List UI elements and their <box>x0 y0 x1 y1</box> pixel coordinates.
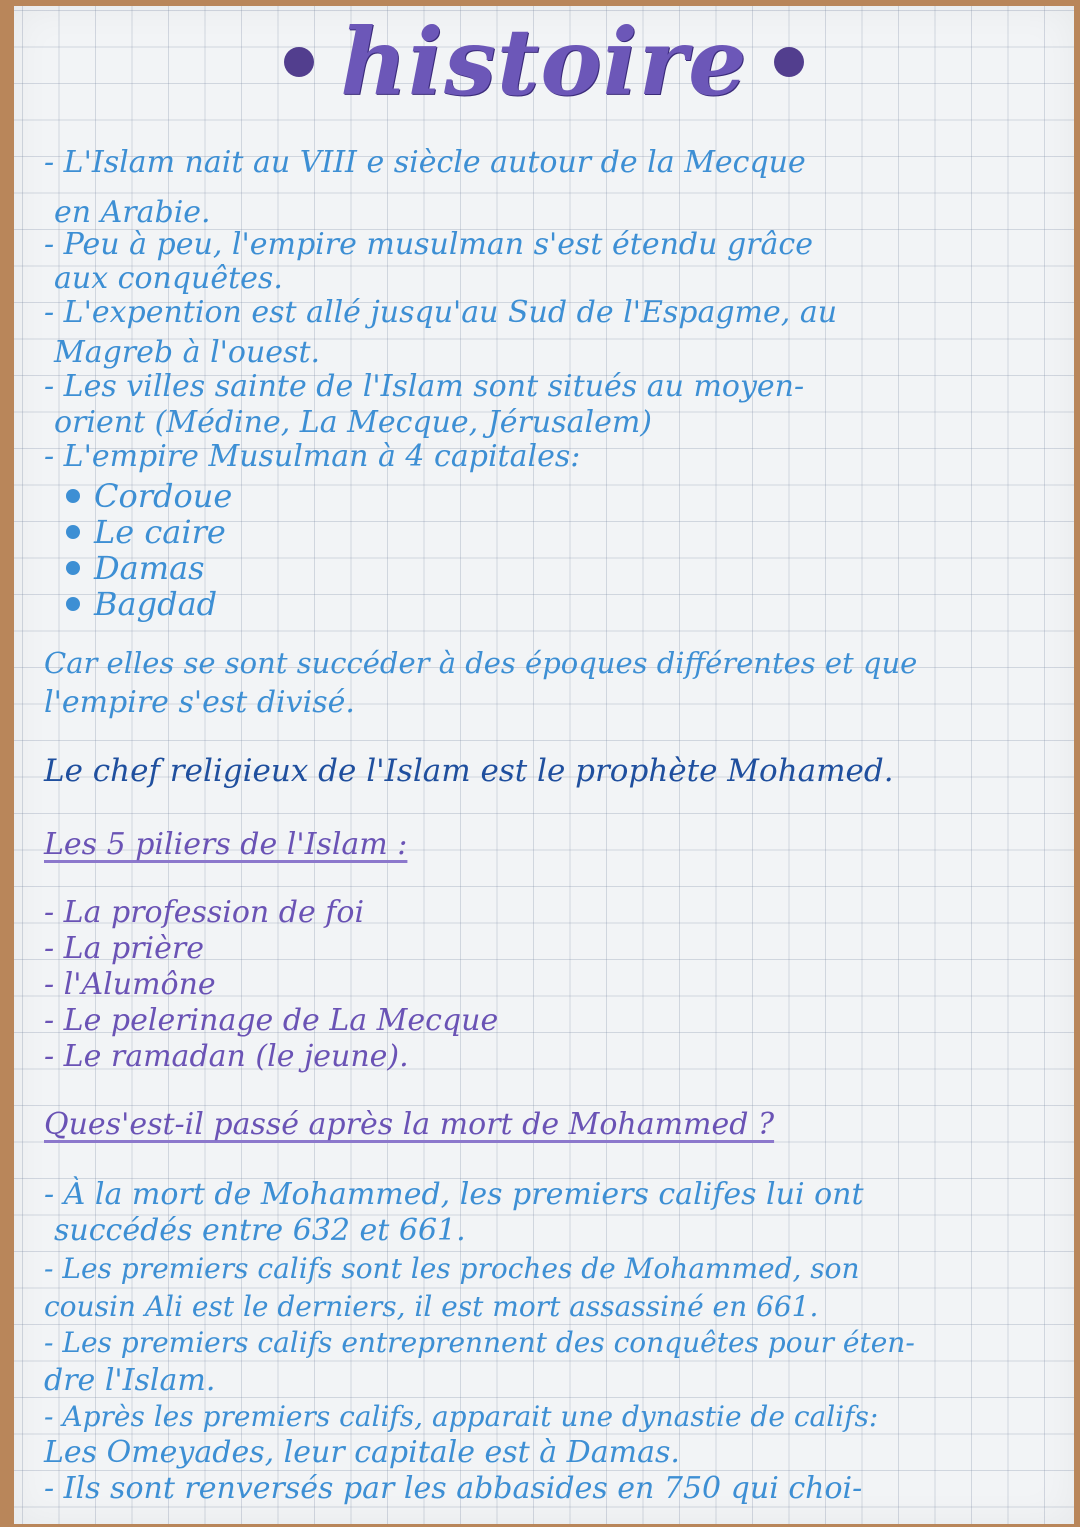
after-line: - Les premiers califs entreprennent des conquêtes pour éten- <box>44 1326 915 1359</box>
intro-line: - L'empire Musulman à 4 capitales: <box>44 439 581 474</box>
capital-item <box>66 550 205 586</box>
capital-item <box>66 478 232 514</box>
intro-line: - Les villes sainte de l'Islam sont situés au moyen- <box>44 369 805 404</box>
intro-line: - Peu à peu, l'empire musulman s'est étendu grâce <box>44 227 813 262</box>
capital-item <box>66 586 217 622</box>
bullet-icon <box>66 525 80 539</box>
pillar-item: - La prière <box>44 931 205 966</box>
intro-line: orient (Médine, La Mecque, Jérusalem) <box>54 405 652 440</box>
pillars-heading: Les 5 piliers de l'Islam : <box>44 827 408 862</box>
after-line: Les Omeyades, leur capitale est à Damas. <box>44 1435 680 1470</box>
pillar-item: - l'Alumône <box>44 967 216 1002</box>
after-line: - Après les premiers califs, apparait une dynastie de califs: <box>44 1400 879 1433</box>
pillar-item: - La profession de foi <box>44 895 365 930</box>
capital-name: Bagdad <box>94 585 218 623</box>
bullet-icon <box>66 489 80 503</box>
reason-line: Car elles se sont succéder à des époques différentes et que <box>44 646 918 680</box>
bullet-icon <box>66 597 80 611</box>
after-line: dre l'Islam. <box>44 1363 216 1398</box>
question-heading: Ques'est-il passé après la mort de Mohammed ? <box>44 1107 775 1142</box>
capital-name: Cordoue <box>94 477 233 515</box>
after-line: - Ils sont renversés par les abbasides en 750 qui choi- <box>44 1471 863 1506</box>
after-line: cousin Ali est le derniers, il est mort assassiné en 661. <box>44 1290 819 1323</box>
pillar-item: - Le ramadan (le jeune). <box>44 1039 409 1074</box>
pillar-item: - Le pelerinage de La Mecque <box>44 1003 499 1038</box>
page-title: histoire <box>340 8 748 116</box>
intro-line: - L'expention est allé jusqu'au Sud de l'Espagme, au <box>44 295 838 330</box>
chief-line: Le chef religieux de l'Islam est le prophète Mohamed. <box>44 753 894 789</box>
capital-name: Le caire <box>94 513 226 551</box>
title-dot-right <box>774 47 804 77</box>
intro-line: en Arabie. <box>54 195 211 230</box>
intro-line: aux conquêtes. <box>54 261 283 296</box>
after-line: succédés entre 632 et 661. <box>54 1213 466 1248</box>
title-block <box>14 6 1074 118</box>
capital-item <box>66 514 226 550</box>
reason-line: l'empire s'est divisé. <box>44 685 355 720</box>
bullet-icon <box>66 561 80 575</box>
intro-line: Magreb à l'ouest. <box>54 335 321 370</box>
capital-name: Damas <box>94 549 205 587</box>
after-line: - À la mort de Mohammed, les premiers califes lui ont <box>44 1177 864 1212</box>
intro-line: - L'Islam nait au VIII e siècle autour de la Mecque <box>44 145 806 180</box>
notebook-page <box>14 6 1074 1524</box>
after-line: - Les premiers califs sont les proches de Mohammed, son <box>44 1252 860 1285</box>
title-dot-left <box>284 47 314 77</box>
